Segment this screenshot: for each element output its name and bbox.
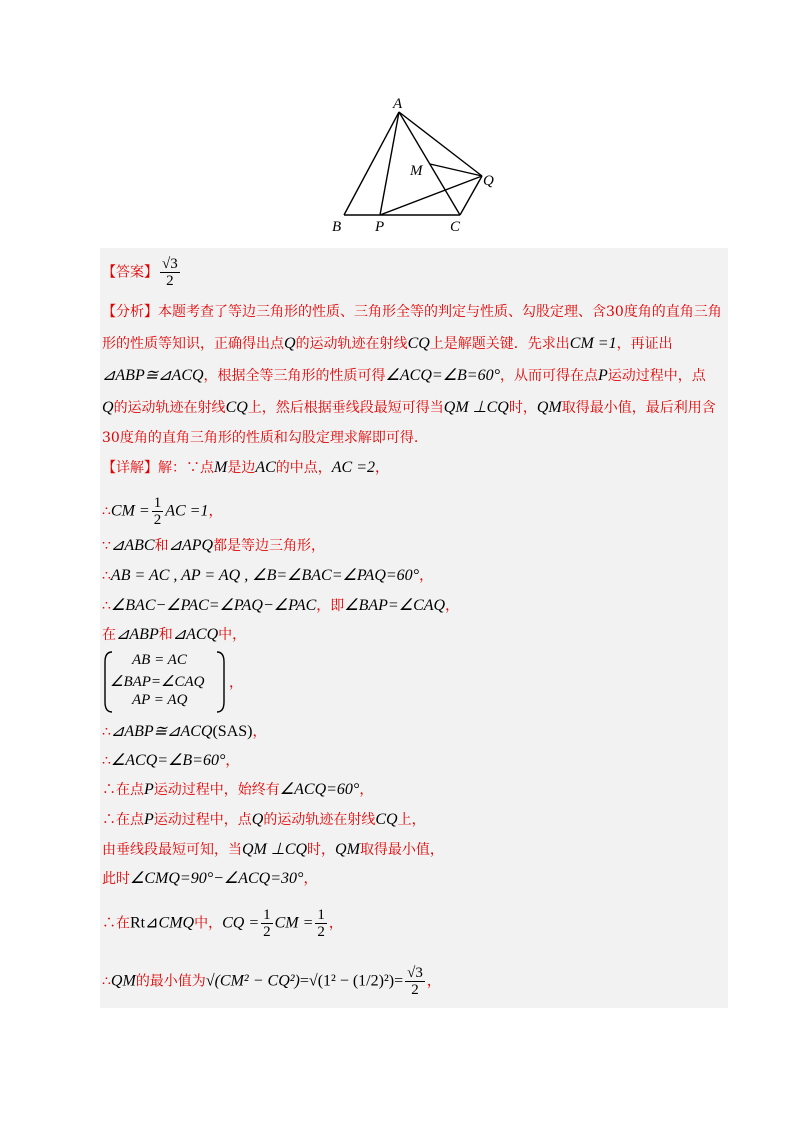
detail-line-5: ∴∠BAC−∠PAC=∠PAQ−∠PAC，即∠BAP=∠CAQ， <box>102 597 460 614</box>
label-b: B <box>332 219 342 235</box>
congruence-system: AB = AC ∠BAP=∠CAQ AP = AQ ， <box>102 650 227 714</box>
analysis-line-1: 【分析】本题考查了等边三角形的性质、三角形全等的判定与性质、勾股定理、含30度角的直角三角 <box>102 304 722 320</box>
analysis-line-2: 形的性质等知识，正确得出点Q的运动轨迹在射线CQ上是解题关键．先求出CM =1，再证出 <box>102 335 673 352</box>
detail-line-11: ∴在点P运动过程中，点Q的运动轨迹在射线CQ上， <box>102 811 426 828</box>
analysis-line-5: 30度角的直角三角形的性质和勾股定理求解即可得. <box>102 430 419 446</box>
answer-tag: 【答案】 <box>102 264 158 281</box>
detail-line-2: ∴CM = $\frac{1}{2}$ AC =1， <box>102 495 223 528</box>
answer-line <box>102 256 182 289</box>
detail-line-9: ∴∠ACQ=∠B=60°， <box>102 752 240 769</box>
detail-line-4: ∴AB = AC , AP = AQ , ∠B=∠BAC=∠PAQ=60°， <box>102 567 434 584</box>
detail-tag: 【详解】 <box>102 460 158 476</box>
detail-line-13: 此时∠CMQ=90°−∠ACQ=30°， <box>102 870 318 887</box>
segment-ac <box>399 112 460 215</box>
segment-cq <box>460 176 482 215</box>
analysis-line-4: Q的运动轨迹在射线CQ上，然后根据垂线段最短可得当QM ⊥CQ时，QM取得最小值，最后利用含 <box>102 399 716 416</box>
label-q: Q <box>483 173 494 189</box>
system-row-2: ∠BAP=∠CAQ <box>110 674 205 690</box>
detail-line-8: ∴⊿ABP≅⊿ACQ(SAS)， <box>102 723 267 740</box>
system-row-3: AP = AQ <box>132 692 188 708</box>
geometry-figure <box>322 90 512 240</box>
detail-line-10: ∴在点P运动过程中，始终有∠ACQ=60°， <box>102 781 374 798</box>
system-row-1: AB = AC <box>132 652 187 668</box>
analysis-tag: 【分析】 <box>102 304 158 320</box>
segment-ap <box>380 112 399 215</box>
detail-line-6: 在⊿ABP和⊿ACQ中， <box>102 626 247 643</box>
label-m: M <box>410 163 423 179</box>
label-c: C <box>450 219 461 235</box>
detail-line-1: 【详解】解：∵点M是边AC的中点，AC =2， <box>102 459 390 476</box>
detail-line-15: ∴QM的最小值为√(CM² − CQ²)=√(1² − (1/2)²)= $\frac{√3}{2}$ ， <box>102 965 441 998</box>
detail-line-3: ∵⊿ABC和⊿APQ都是等边三角形， <box>102 537 326 554</box>
label-a: A <box>393 96 403 112</box>
segment-ab <box>344 112 399 215</box>
detail-line-12: 由垂线段最短可知，当QM ⊥CQ时，QM取得最小值， <box>102 841 444 858</box>
answer-fraction: $\frac{√3}{2}$ <box>162 256 178 289</box>
analysis-line-3: ⊿ABP≅⊿ACQ，根据全等三角形的性质可得∠ACQ=∠B=60°，从而可得在点P运动过程中，点 <box>102 367 706 384</box>
segment-pq <box>380 176 482 215</box>
label-p: P <box>375 219 385 235</box>
detail-line-14: ∴在Rt⊿CMQ中，CQ = $\frac{1}{2}$ CM = $\frac{1}{2}$ ， <box>102 907 343 940</box>
